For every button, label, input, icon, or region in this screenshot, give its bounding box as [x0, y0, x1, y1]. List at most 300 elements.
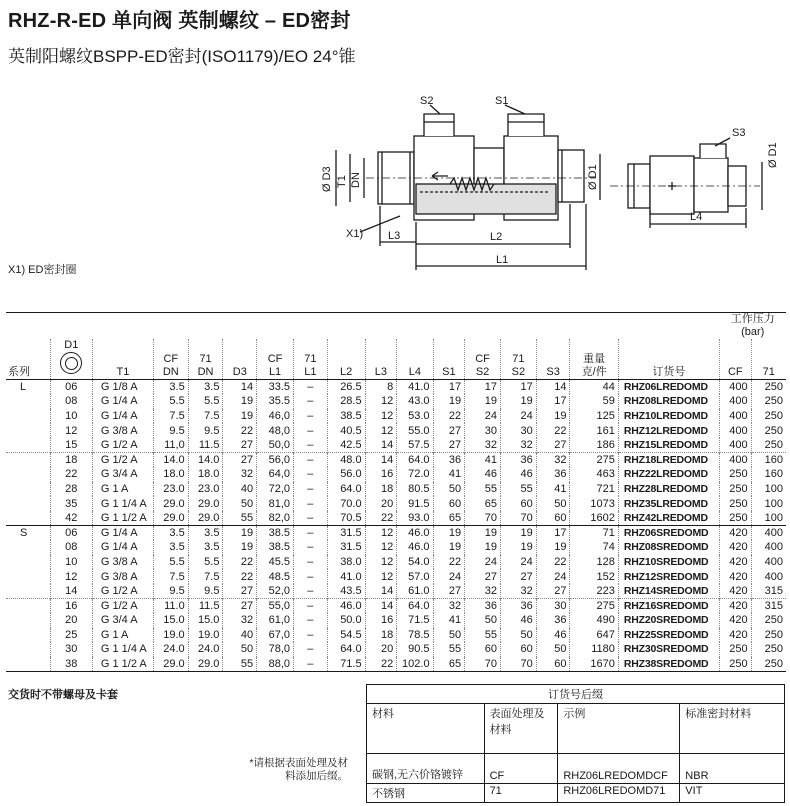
table-cell: 250 [751, 657, 786, 672]
table-cell: 490 [570, 613, 618, 628]
table-cell [6, 452, 50, 467]
table-cell: RHZ25SREDOMD [618, 628, 719, 643]
table-row [6, 394, 786, 409]
table-cell: 65 [433, 511, 465, 526]
table-cell: 30 [465, 423, 501, 438]
table-cell: 400 [751, 555, 786, 570]
suffix-footnote: *请根据表面处理及材料添加后缀。 [249, 757, 348, 782]
table-cell: 186 [570, 438, 618, 453]
table-cell [6, 438, 50, 453]
table-cell: 19 [223, 540, 257, 555]
table-cell: 72.0 [397, 467, 433, 482]
table-cell: – [294, 423, 328, 438]
table-cell [6, 423, 50, 438]
col-s2-71-top: 71 [512, 353, 525, 365]
table-cell: 72,0 [257, 482, 294, 497]
col-s2-cf [465, 339, 501, 380]
table-cell: 3.5 [153, 380, 188, 395]
table-cell: 17 [536, 525, 570, 540]
table-cell: 90.5 [397, 642, 433, 657]
table-cell: 38.0 [327, 555, 365, 570]
table-cell: 26.5 [327, 380, 365, 395]
table-cell: 36 [536, 613, 570, 628]
table-cell: 54.0 [397, 555, 433, 570]
table-cell: 22 [536, 555, 570, 570]
table-cell: 11.5 [188, 598, 223, 613]
table-cell: 27 [536, 584, 570, 599]
table-cell: L [20, 381, 27, 394]
table-cell: G 3/8 A [92, 423, 153, 438]
table-cell: – [294, 482, 328, 497]
table-cell: 400 [720, 380, 752, 395]
table-cell: 10 [50, 409, 92, 424]
table-cell: 22 [365, 511, 397, 526]
table-cell: 1073 [570, 496, 618, 511]
table-cell [6, 598, 50, 613]
table-cell: 12 [365, 409, 397, 424]
table-row [6, 628, 786, 643]
table-cell: 53.0 [397, 409, 433, 424]
table-row [6, 613, 786, 628]
table-cell: 29.0 [188, 511, 223, 526]
technical-drawing [300, 92, 788, 282]
table-cell: RHZ08LREDOMD [618, 394, 719, 409]
suffix-row-seal: VIT [680, 784, 785, 803]
table-cell: 65 [433, 657, 465, 672]
table-cell [6, 555, 50, 570]
label-s3: S3 [732, 127, 746, 139]
table-cell: 5.5 [153, 394, 188, 409]
table-cell: 315 [751, 598, 786, 613]
table-cell: 70 [465, 511, 501, 526]
suffix-col-example: 示例 [558, 704, 680, 754]
table-cell: 50 [465, 613, 501, 628]
table-cell: 29.0 [188, 657, 223, 672]
table-cell: 19.0 [153, 628, 188, 643]
table-cell: RHZ38SREDOMD [618, 657, 719, 672]
table-cell: 27 [465, 569, 501, 584]
table-cell: 17 [465, 380, 501, 395]
table-cell: 36 [500, 452, 536, 467]
table-cell: 82,0 [257, 511, 294, 526]
col-s1: S1 [433, 339, 465, 380]
col-l2: L2 [327, 339, 365, 380]
table-cell: 250 [751, 613, 786, 628]
table-cell: 33.5 [257, 380, 294, 395]
table-cell: 74 [570, 540, 618, 555]
label-d1-left: Ø D1 [587, 164, 599, 190]
table-cell: 48,0 [257, 423, 294, 438]
table-cell: 22 [536, 423, 570, 438]
table-cell: 70 [500, 511, 536, 526]
col-l1-71-bottom: L1 [304, 366, 317, 378]
table-cell: 275 [570, 598, 618, 613]
table-cell: 46 [536, 628, 570, 643]
table-cell: 50 [536, 496, 570, 511]
suffix-col-surface: 表面处理及材料 [484, 704, 558, 754]
table-cell: 18 [365, 628, 397, 643]
table-cell: 27 [223, 584, 257, 599]
table-cell: 9.5 [153, 584, 188, 599]
col-series: 系列 [6, 339, 50, 380]
table-cell: 55 [465, 482, 501, 497]
col-weight-bottom: 克/件 [581, 366, 607, 378]
table-cell: 31.5 [327, 525, 365, 540]
table-cell [6, 496, 50, 511]
table-cell: 27 [433, 423, 465, 438]
table-cell: 50 [433, 482, 465, 497]
table-row [6, 496, 786, 511]
table-cell: 100 [751, 511, 786, 526]
suffix-row-example: RHZ06LREDOMD71 [558, 784, 680, 803]
table-cell: 78.5 [397, 628, 433, 643]
table-cell: 3.5 [153, 540, 188, 555]
table-cell: 22 [50, 467, 92, 482]
suffix-table [366, 684, 785, 803]
table-cell: G 3/8 A [92, 569, 153, 584]
table-cell [6, 613, 50, 628]
col-d1-label: D1 [64, 339, 79, 351]
table-cell: 102.0 [397, 657, 433, 672]
table-cell: 9.5 [188, 423, 223, 438]
table-cell: 43.5 [327, 584, 365, 599]
table-cell: 41 [433, 613, 465, 628]
table-row [6, 540, 786, 555]
table-cell: 3.5 [188, 380, 223, 395]
page-subtitle: 英制阳螺纹BSPP-ED密封(ISO1179)/EO 24°锥 [8, 47, 356, 66]
table-cell: RHZ30SREDOMD [618, 642, 719, 657]
table-cell: 27 [500, 569, 536, 584]
table-cell: 55 [465, 628, 501, 643]
table-row [6, 657, 786, 672]
table-cell: 40.5 [327, 423, 365, 438]
table-cell: 67,0 [257, 628, 294, 643]
table-cell: 32 [465, 584, 501, 599]
table-cell: 42.5 [327, 438, 365, 453]
table-cell: 14 [365, 598, 397, 613]
suffix-row-surface: 71 [484, 784, 558, 803]
table-cell: 250 [720, 642, 752, 657]
table-cell: 70 [465, 657, 501, 672]
table-cell: G 1/2 A [92, 438, 153, 453]
col-dn-71-top: 71 [199, 353, 212, 365]
table-cell: G 1/2 A [92, 584, 153, 599]
table-cell: G 1/4 A [92, 394, 153, 409]
table-cell [6, 409, 50, 424]
table-cell: RHZ06LREDOMD [618, 380, 719, 395]
table-cell: 29.0 [153, 511, 188, 526]
table-cell: 250 [720, 482, 752, 497]
table-cell: 250 [751, 394, 786, 409]
table-cell: 32 [223, 467, 257, 482]
table-cell: 61.0 [397, 584, 433, 599]
table-cell: – [294, 394, 328, 409]
col-order-number: 订货号 [618, 339, 719, 380]
table-cell: 46 [465, 467, 501, 482]
table-cell: 27 [223, 438, 257, 453]
table-cell [6, 394, 50, 409]
table-cell: 400 [720, 438, 752, 453]
table-cell: 88,0 [257, 657, 294, 672]
col-l1-cf [257, 339, 294, 380]
suffix-row-seal: NBR [680, 754, 785, 784]
table-cell: 61,0 [257, 613, 294, 628]
table-cell: 14 [50, 584, 92, 599]
spec-table [6, 312, 786, 672]
table-cell: 1602 [570, 511, 618, 526]
table-cell: 38 [50, 657, 92, 672]
table-cell: 14 [365, 438, 397, 453]
table-cell: 24 [465, 555, 501, 570]
table-cell: 78,0 [257, 642, 294, 657]
table-cell: 71.5 [397, 613, 433, 628]
suffix-table-title: 订货号后缀 [367, 685, 785, 704]
table-cell: 42 [50, 511, 92, 526]
table-cell: 11.0 [153, 598, 188, 613]
table-cell: 9.5 [153, 423, 188, 438]
table-cell: 16 [365, 467, 397, 482]
table-cell: 12 [365, 555, 397, 570]
table-cell: 50 [433, 628, 465, 643]
col-s2-cf-top: CF [475, 353, 490, 365]
table-cell: 23.0 [153, 482, 188, 497]
col-l3: L3 [365, 339, 397, 380]
table-cell: 11.5 [188, 438, 223, 453]
col-dn-cf-top: CF [163, 353, 179, 365]
table-cell: G 1/2 A [92, 452, 153, 467]
table-cell: 161 [570, 423, 618, 438]
table-cell: 18 [365, 482, 397, 497]
table-cell: 19 [500, 525, 536, 540]
table-cell: 38.5 [327, 409, 365, 424]
table-cell: 19 [465, 540, 501, 555]
table-cell: 36 [465, 598, 501, 613]
table-cell: 60 [536, 657, 570, 672]
table-cell: 19 [465, 394, 501, 409]
label-d1-right: Ø D1 [767, 142, 779, 168]
table-cell: 100 [751, 496, 786, 511]
delivery-note: 交货时不带螺母及卡套 [8, 689, 118, 701]
table-row [6, 409, 786, 424]
col-pressure-71: 71 [751, 339, 786, 380]
table-cell: 27 [223, 452, 257, 467]
table-cell: 250 [751, 628, 786, 643]
table-cell: – [294, 380, 328, 395]
table-cell: G 3/8 A [92, 555, 153, 570]
table-cell: 10 [50, 555, 92, 570]
table-cell: 23.0 [188, 482, 223, 497]
table-cell: 250 [720, 511, 752, 526]
table-row [6, 511, 786, 526]
table-cell: 463 [570, 467, 618, 482]
table-cell: 20 [365, 496, 397, 511]
table-cell [6, 584, 50, 599]
table-cell: 08 [50, 394, 92, 409]
table-cell: 12 [365, 394, 397, 409]
spec-table-body [6, 380, 786, 672]
table-row [6, 452, 786, 467]
table-row [6, 598, 786, 613]
suffix-col-material: 材料 [367, 704, 485, 754]
col-s2-71-bottom: S2 [511, 366, 526, 378]
table-cell: RHZ18LREDOMD [618, 452, 719, 467]
table-cell: RHZ10SREDOMD [618, 555, 719, 570]
table-cell: 52,0 [257, 584, 294, 599]
table-cell: 315 [751, 584, 786, 599]
table-cell: 14 [365, 452, 397, 467]
label-l3: L3 [388, 230, 401, 242]
table-cell: RHZ12SREDOMD [618, 569, 719, 584]
table-cell: 24.0 [153, 642, 188, 657]
table-cell: 35.5 [257, 394, 294, 409]
table-cell: 41.0 [327, 569, 365, 584]
table-cell: – [294, 525, 328, 540]
table-cell: 250 [720, 657, 752, 672]
table-cell: 38.5 [257, 525, 294, 540]
table-cell: RHZ42LREDOMD [618, 511, 719, 526]
table-cell: 22 [365, 657, 397, 672]
suffix-row-material: 不锈钢 [367, 784, 485, 803]
table-cell: – [294, 467, 328, 482]
table-cell: 57.0 [397, 569, 433, 584]
table-cell: 32 [536, 452, 570, 467]
table-cell [6, 511, 50, 526]
table-cell: RHZ08SREDOMD [618, 540, 719, 555]
table-cell: G 1 1/4 A [92, 496, 153, 511]
table-cell: 15 [50, 438, 92, 453]
table-cell: – [294, 569, 328, 584]
table-row [6, 380, 786, 395]
table-cell: 70.0 [327, 496, 365, 511]
table-cell: 32 [223, 613, 257, 628]
table-cell [6, 569, 50, 584]
table-cell: 60 [465, 642, 501, 657]
table-cell: G 1 1/2 A [92, 657, 153, 672]
table-cell: RHZ14SREDOMD [618, 584, 719, 599]
col-s2-71 [500, 339, 536, 380]
table-cell [6, 467, 50, 482]
table-cell: 18.0 [188, 467, 223, 482]
table-cell: 19 [223, 409, 257, 424]
table-cell: 15.0 [188, 613, 223, 628]
table-cell: 50 [536, 642, 570, 657]
table-cell: 275 [570, 452, 618, 467]
table-cell: G 1 A [92, 628, 153, 643]
table-cell: 250 [720, 467, 752, 482]
table-cell: 19 [223, 525, 257, 540]
table-cell: 19 [433, 394, 465, 409]
table-cell: 223 [570, 584, 618, 599]
table-cell: 400 [751, 569, 786, 584]
table-cell: 22 [433, 555, 465, 570]
table-cell: 5.5 [153, 555, 188, 570]
table-cell: 40 [223, 482, 257, 497]
table-cell: 400 [751, 525, 786, 540]
table-cell: 28.5 [327, 394, 365, 409]
table-cell: 12 [365, 423, 397, 438]
table-cell: G 1/8 A [92, 380, 153, 395]
table-cell: 40 [223, 628, 257, 643]
pressure-header: 工作压力 (bar) [720, 313, 787, 340]
table-cell: 11,0 [153, 438, 188, 453]
table-cell: 1180 [570, 642, 618, 657]
table-cell: RHZ10LREDOMD [618, 409, 719, 424]
table-cell: 81,0 [257, 496, 294, 511]
table-cell: G 1 1/4 A [92, 642, 153, 657]
table-cell: 46.0 [397, 525, 433, 540]
table-cell: 14.0 [188, 452, 223, 467]
col-l1-71 [294, 339, 328, 380]
col-t1: T1 [92, 339, 153, 380]
table-cell: – [294, 642, 328, 657]
table-row [6, 642, 786, 657]
table-cell [6, 540, 50, 555]
table-cell: 29.0 [188, 496, 223, 511]
table-cell: 647 [570, 628, 618, 643]
table-cell: 128 [570, 555, 618, 570]
col-s3: S3 [536, 339, 570, 380]
table-cell: 3.5 [188, 540, 223, 555]
table-cell: 22 [223, 569, 257, 584]
table-cell: 9.5 [188, 584, 223, 599]
table-cell: RHZ15LREDOMD [618, 438, 719, 453]
table-cell: 19 [500, 394, 536, 409]
table-cell: 70.5 [327, 511, 365, 526]
table-cell [6, 482, 50, 497]
table-cell: 250 [751, 380, 786, 395]
table-cell: 32 [465, 438, 501, 453]
table-cell: 5.5 [188, 555, 223, 570]
table-cell: – [294, 540, 328, 555]
suffix-row-surface: CF [484, 754, 558, 784]
table-cell: 14 [365, 584, 397, 599]
table-cell: 38.5 [257, 540, 294, 555]
table-cell: 250 [751, 409, 786, 424]
table-cell: 400 [720, 409, 752, 424]
table-cell: 36 [500, 598, 536, 613]
table-cell: 24 [465, 409, 501, 424]
label-x1: X1) [346, 228, 364, 240]
table-cell: 22 [223, 555, 257, 570]
table-cell: – [294, 452, 328, 467]
table-cell: 7.5 [153, 409, 188, 424]
table-cell: – [294, 613, 328, 628]
table-cell: 420 [720, 584, 752, 599]
table-cell: 19 [465, 525, 501, 540]
table-cell: 50 [223, 642, 257, 657]
table-cell: 25 [50, 628, 92, 643]
table-cell: 17 [433, 380, 465, 395]
table-cell: 7.5 [188, 569, 223, 584]
table-cell: 55.0 [397, 423, 433, 438]
table-cell: 24 [500, 555, 536, 570]
table-cell: 35 [50, 496, 92, 511]
table-cell: 41 [465, 452, 501, 467]
label-dn: DN [350, 172, 362, 188]
table-cell: RHZ12LREDOMD [618, 423, 719, 438]
table-cell: 36 [433, 452, 465, 467]
label-s2: S2 [420, 95, 434, 107]
table-cell: 29.0 [153, 496, 188, 511]
table-cell: 93.0 [397, 511, 433, 526]
col-l1-cf-top: CF [267, 353, 283, 365]
table-cell: 41.0 [397, 380, 433, 395]
table-cell: 8 [365, 380, 397, 395]
table-cell: 125 [570, 409, 618, 424]
table-cell: 06 [50, 525, 92, 540]
table-cell: 24 [536, 569, 570, 584]
col-l1-cf-bottom: L1 [268, 366, 282, 378]
